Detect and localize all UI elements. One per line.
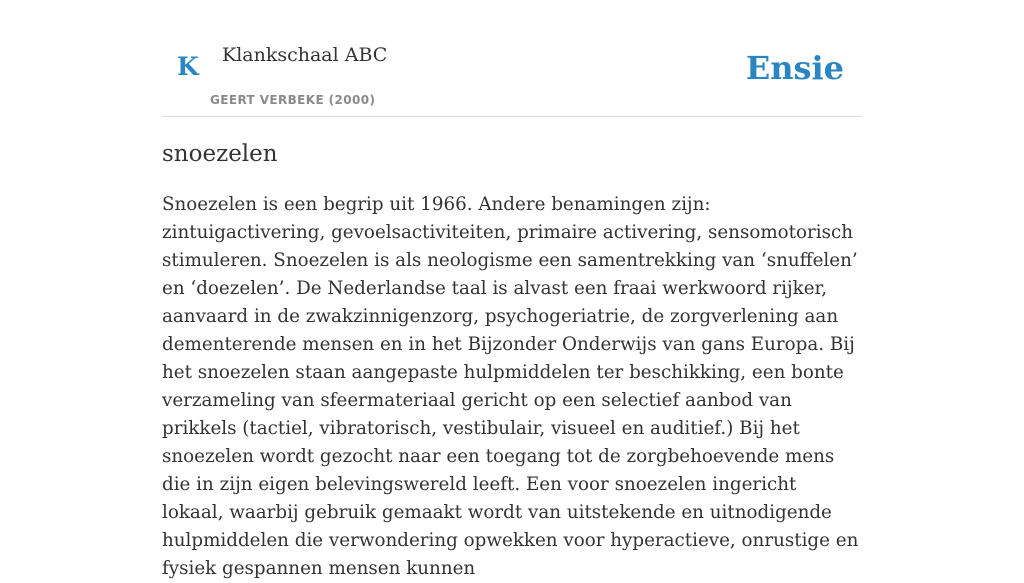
book-header (162, 0, 862, 117)
entry-title: snoezelen (162, 141, 278, 167)
site-logo[interactable]: Ensie (745, 49, 844, 87)
book-title[interactable]: Klankschaal ABC (222, 44, 388, 66)
article-card (162, 0, 862, 579)
book-author[interactable]: GEERT VERBEKE (2000) (210, 93, 376, 107)
entry-body: Snoezelen is een begrip uit 1966. Andere benamingen zijn: zintuigactivering, gevoelsactiviteiten, primaire activering, sensomotorisch stimuleren. Snoezelen is als neologisme een samentrekking van ‘snuffelen’ en ‘doezelen’. De Nederlandse taal is alvast een fraai werkwoord rijker, aanvaard in de zwakzinnigenzorg, psychogeriatrie, de zorgverlening aan dementerende mensen en in het Bijzonder Onderwijs van gans Europa. Bij het snoezelen staan aangepaste hulpmiddelen ter beschikking, een bonte verzameling van sfeermateriaal gericht op een selectief aanbod van prikkels (tactiel, vibratorisch, vestibulair, visueel en auditief.) Bij het snoezelen wordt gezocht naar een toegang tot de zorgbehoevende mens die in zijn eigen belevingswereld leeft. Een voor snoezelen ingericht lokaal, waarbij gebruik gemaakt wordt van uitstekende en uitnodigende hulpmiddelen die verwondering opwekken voor hyperactieve, onrustige en fysiek gespannen mensen kunnen (162, 194, 859, 579)
book-logo-icon[interactable]: K (177, 52, 199, 81)
